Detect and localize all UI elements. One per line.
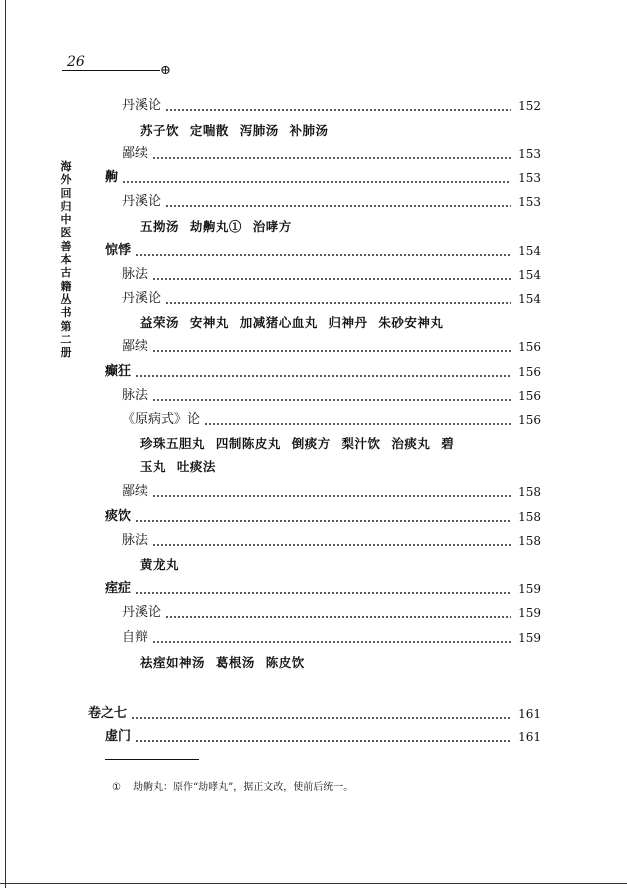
toc-entry-label: 鄙续 — [122, 339, 149, 354]
toc-entry-label: 丹溪论 — [122, 291, 162, 306]
leader-dots — [152, 641, 511, 643]
toc-entry-page: 159 — [518, 606, 541, 620]
toc-entry[interactable] — [122, 92, 541, 114]
toc-entry[interactable] — [105, 575, 541, 597]
leader-dots — [204, 423, 511, 425]
leader-dots — [152, 157, 511, 159]
toc-entry-page: 152 — [518, 99, 541, 113]
toc-entry-label: 《原病式》论 — [122, 412, 201, 427]
page-edge-left — [5, 0, 6, 888]
leader-dots — [122, 181, 511, 183]
leader-dots — [152, 278, 511, 280]
toc-entry-label: 鄙续 — [122, 484, 149, 499]
leader-dots — [135, 740, 511, 742]
toc-entry-page: 161 — [518, 730, 541, 744]
toc-entry[interactable] — [122, 188, 541, 210]
series-title: 海外回归中医善本古籍丛书第二册 — [60, 160, 72, 360]
toc-entry-page: 153 — [518, 171, 541, 185]
toc-entry-label: 脉法 — [122, 267, 149, 282]
leader-dots — [152, 495, 511, 497]
toc-entry[interactable] — [105, 164, 541, 186]
toc-entry-page: 154 — [518, 268, 541, 282]
toc-entry-label: 丹溪论 — [122, 605, 162, 620]
leader-dots — [135, 254, 511, 256]
toc-entry-label: 痰饮 — [105, 509, 132, 524]
toc-entry-page: 154 — [518, 244, 541, 258]
page-number: 26 — [67, 54, 85, 70]
toc-subitems: 珍珠五胆丸 四制陈皮丸 倒痰方 梨汁饮 治痰丸 碧 — [140, 436, 455, 451]
toc-entry[interactable] — [122, 285, 541, 307]
toc-entry-label: 自辩 — [122, 630, 149, 645]
toc-entry[interactable] — [105, 723, 541, 745]
toc-entry-page: 154 — [518, 292, 541, 306]
toc-entry-page: 156 — [518, 340, 541, 354]
leader-dots — [152, 544, 511, 546]
toc-subitems: 益荣汤 安神丸 加减猪心血丸 归神丹 朱砂安神丸 — [140, 315, 444, 330]
toc-entry-page: 156 — [518, 389, 541, 403]
footnote-rule — [105, 759, 199, 760]
toc-subitems: 祛痓如神汤 葛根汤 陈皮饮 — [140, 655, 305, 670]
footnote-marker: ① — [112, 782, 121, 793]
toc-entry[interactable] — [122, 382, 541, 404]
toc-entry-label: 癫狂 — [105, 364, 132, 379]
toc-entry-page: 158 — [518, 534, 541, 548]
leader-dots — [165, 205, 511, 207]
toc-entry[interactable] — [105, 503, 541, 525]
leader-dots — [152, 350, 511, 352]
toc-entry-label: 卷之七 — [88, 706, 128, 721]
toc-entry[interactable] — [122, 333, 541, 355]
header-rule — [62, 70, 160, 71]
toc-entry-label: 丹溪论 — [122, 194, 162, 209]
toc-entry-page: 159 — [518, 631, 541, 645]
leader-dots — [165, 616, 511, 618]
toc-entry-page: 153 — [518, 195, 541, 209]
toc-entry-label: 齁 — [105, 170, 119, 185]
toc-entry-page: 158 — [518, 485, 541, 499]
toc-entry-page: 156 — [518, 365, 541, 379]
toc-subitems: 五拗汤 劫齁丸① 治哮方 — [140, 219, 292, 234]
leader-dots — [152, 399, 511, 401]
leader-dots — [131, 717, 511, 719]
toc-entry-label: 丹溪论 — [122, 98, 162, 113]
toc-entry-label: 脉法 — [122, 533, 149, 548]
page-edge-bottom — [0, 883, 627, 884]
toc-entry-label: 鄙续 — [122, 146, 149, 161]
toc-subitems: 黄龙丸 — [140, 557, 180, 572]
toc-entry-label: 虚门 — [105, 729, 132, 744]
toc-entry-page: 158 — [518, 510, 541, 524]
toc-entry-label: 脉法 — [122, 388, 149, 403]
toc-entry-page: 161 — [518, 707, 541, 721]
toc-entry-volume[interactable] — [88, 700, 541, 722]
toc-entry-page: 159 — [518, 582, 541, 596]
toc-entry-label: 惊悸 — [105, 243, 132, 258]
toc-entry[interactable] — [122, 261, 541, 283]
toc-entry[interactable] — [122, 406, 541, 428]
leader-dots — [135, 520, 511, 522]
toc-entry[interactable] — [122, 599, 541, 621]
toc-entry[interactable] — [105, 237, 541, 259]
toc-entry-label: 痓症 — [105, 581, 132, 596]
toc-entry[interactable] — [105, 358, 541, 380]
toc-entry[interactable] — [122, 527, 541, 549]
leader-dots — [135, 592, 511, 594]
toc-subitems: 苏子饮 定喘散 泻肺汤 补肺汤 — [140, 123, 329, 138]
footnote — [112, 778, 353, 793]
toc-entry[interactable] — [122, 478, 541, 500]
leader-dots — [165, 109, 511, 111]
toc-subitems: 玉丸 吐痰法 — [140, 459, 216, 474]
leader-dots — [135, 375, 511, 377]
ornament-icon: ⊕ — [160, 63, 171, 78]
toc-entry[interactable] — [122, 624, 541, 646]
footnote-text: 劫齁丸：原作“劫哮丸”，据正文改，使前后统一。 — [132, 782, 354, 793]
toc-entry[interactable] — [122, 140, 541, 162]
toc-entry-page: 153 — [518, 147, 541, 161]
toc-entry-page: 156 — [518, 413, 541, 427]
leader-dots — [165, 302, 511, 304]
